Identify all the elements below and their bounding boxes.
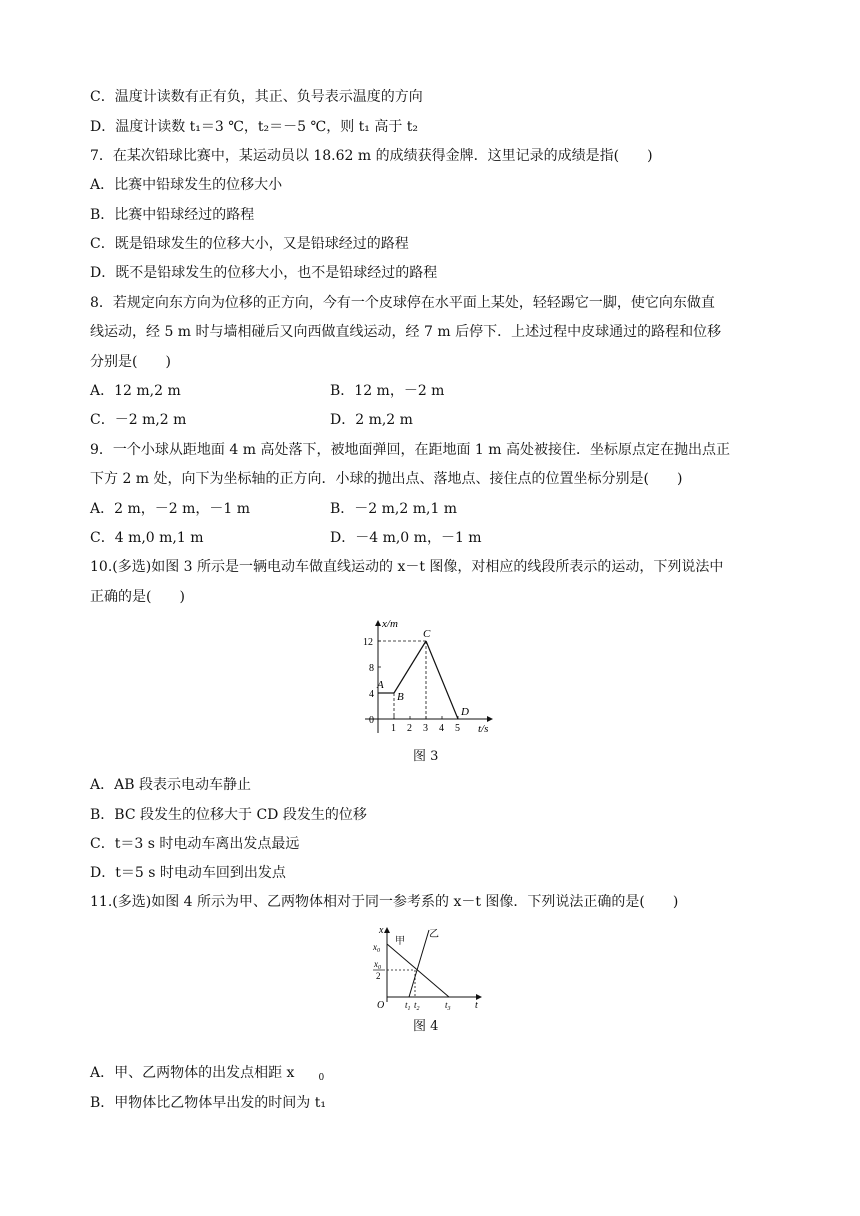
option-6d: D．温度计读数 t₁＝3 ℃，t₂＝－5 ℃，则 t₁ 高于 t₂: [90, 119, 419, 135]
question-8-line1: 8．若规定向东方向为位移的正方向，今有一个皮球停在水平面上某处，轻轻踢它一脚，使它向东做直: [90, 295, 715, 311]
fig3-segment-BC: [394, 641, 426, 693]
option-9c: C．4 m,0 m,1 m: [90, 530, 204, 546]
fig3-ytick-0: 0: [369, 715, 374, 726]
figure-3-xt-graph: [330, 615, 500, 740]
figure-4-xt-graph: [365, 922, 495, 1010]
option-8a: A．12 m,2 m: [90, 383, 181, 399]
fig4-series-yi-label: 乙: [429, 929, 439, 940]
fig3-xtick-3: 3: [423, 723, 428, 734]
fig4-xtick-t2: $t_2$: [414, 1000, 420, 1010]
fig3-ytick-8: 8: [369, 663, 374, 674]
fig4-ytick-half-num: $x_0$: [374, 959, 381, 971]
fig4-series-yi: [409, 930, 429, 997]
fig4-series-jia-label: 甲: [395, 936, 405, 947]
fig3-xtick-1: 1: [391, 723, 396, 734]
option-7a: A．比赛中铅球发生的位移大小: [90, 177, 283, 193]
option-8d: D．2 m,2 m: [330, 412, 413, 428]
option-7d: D．既不是铅球发生的位移大小，也不是铅球经过的路程: [90, 265, 438, 281]
fig3-ytick-12: 12: [363, 637, 373, 648]
question-8-line2: 线运动，经 5 m 时与墙相碰后又向西做直线运动，经 7 m 后停下．上述过程中皮球通过的路程和位移: [90, 324, 722, 340]
option-9a: A．2 m，－2 m，－1 m: [90, 501, 251, 517]
option-10d: D．t＝5 s 时电动车回到出发点: [90, 865, 286, 881]
fig4-ytick-x0: $x_0$: [373, 942, 380, 954]
fig4-series-jia: [387, 944, 449, 997]
option-10b: B．BC 段发生的位移大于 CD 段发生的位移: [90, 807, 367, 823]
option-7b: B．比赛中铅球经过的路程: [90, 207, 255, 223]
fig3-point-A: A: [377, 679, 384, 691]
question-9-line2: 下方 2 m 处，向下为坐标轴的正方向．小球的抛出点、落地点、接住点的位置坐标分别是( ): [90, 471, 683, 487]
fig3-ylabel: x/m: [382, 618, 398, 630]
fig3-segment-CD: [426, 641, 458, 719]
fig4-ytick-half-den: 2: [376, 971, 381, 981]
option-9b: B．－2 m,2 m,1 m: [330, 501, 458, 517]
question-7: 7．在某次铅球比赛中，某运动员以 18.62 m 的成绩获得金牌．这里记录的成绩是指( ): [90, 148, 653, 164]
fig3-xtick-2: 2: [407, 723, 412, 734]
option-7c: C．既是铅球发生的位移大小，又是铅球经过的路程: [90, 236, 409, 252]
fig3-point-D: D: [461, 706, 469, 718]
option-8b: B．12 m，－2 m: [330, 383, 445, 399]
question-10-line2: 正确的是( ): [90, 589, 185, 605]
option-6c: C．温度计读数有正有负，其正、负号表示温度的方向: [90, 89, 423, 105]
question-9-line1: 9．一个小球从距地面 4 m 高处落下，被地面弹回，在距地面 1 m 高处被接住．坐标原点定在抛出点正: [90, 442, 730, 458]
fig4-xtick-t3: $t_3$: [445, 1000, 451, 1010]
fig3-xtick-4: 4: [439, 723, 444, 734]
figure-3-caption: 图 3: [413, 749, 439, 764]
fig4-ylabel: x: [379, 925, 384, 936]
fig3-ytick-4: 4: [369, 689, 374, 700]
question-11: 11.(多选)如图 4 所示为甲、乙两物体相对于同一参考系的 x－t 图像．下列说法正确的是( ): [90, 894, 679, 910]
fig4-origin: O: [377, 1000, 385, 1010]
option-10c: C．t＝3 s 时电动车离出发点最远: [90, 836, 300, 852]
fig4-xlabel: t: [475, 1000, 478, 1010]
fig3-xlabel: t/s: [478, 723, 489, 735]
option-11a: A．甲、乙两物体的出发点相距 x $_0$: [90, 1065, 325, 1083]
fig3-point-B: B: [397, 691, 404, 703]
option-11b: B．甲物体比乙物体早出发的时间为 t₁: [90, 1095, 326, 1111]
question-10-line1: 10.(多选)如图 3 所示是一辆电动车做直线运动的 x－t 图像，对相应的线段所表示的运动，下列说法中: [90, 559, 724, 575]
fig4-xtick-t1: $t_1$: [405, 1000, 411, 1010]
fig3-xtick-5: 5: [455, 723, 460, 734]
figure-4-caption: 图 4: [413, 1019, 439, 1034]
question-8-line3: 分别是( ): [90, 354, 171, 370]
fig3-point-C: C: [423, 628, 431, 640]
option-8c: C．－2 m,2 m: [90, 412, 187, 428]
option-9d: D．－4 m,0 m，－1 m: [330, 530, 482, 546]
option-10a: A．AB 段表示电动车静止: [90, 777, 251, 793]
